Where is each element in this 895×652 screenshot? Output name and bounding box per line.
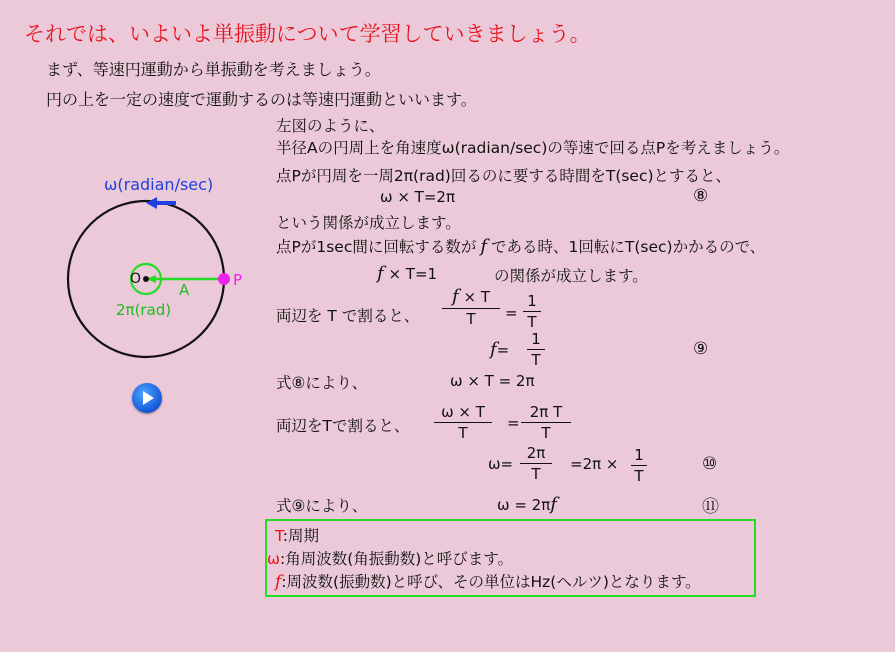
text-line: 両辺をTで割ると、 [276, 417, 410, 435]
equation-9: f= [490, 339, 510, 360]
point-label: P [233, 271, 243, 289]
equation-number: ⑨ [693, 339, 709, 359]
text-line: という関係が成立します。 [276, 214, 461, 232]
equation-11: ω = 2πf [497, 494, 557, 515]
legend-angular-frequency: ω:角周波数(角振動数)と呼びます。 [267, 550, 514, 568]
fraction: $\frac{\text{2π T}}{T}$ [521, 403, 571, 442]
text-line: 左図のように、 [276, 117, 385, 135]
text-line: 式⑧により、 [276, 374, 368, 392]
equation-10: ω= [488, 455, 514, 473]
equation-10-mid: =2π × [570, 455, 619, 473]
angle-label: 2π(rad) [116, 301, 172, 319]
page-title: それでは、いよいよ単振動について学習していきましょう。 [24, 22, 591, 46]
point-p [218, 273, 230, 285]
equation-number: ⑩ [702, 454, 718, 474]
legend-period: T:周期 [275, 527, 319, 545]
omega-label: ω(radian/sec) [104, 175, 214, 194]
text-line: 半径Aの円周上を角速度ω(radian/sec)の等速で回る点Pを考えましょう。 [276, 139, 790, 157]
equation-8: ω × T=2π [380, 188, 455, 206]
intro-line-1: まず、等速円運動から単振動を考えましょう。 [46, 60, 381, 79]
equation: ω × T = 2π [450, 372, 535, 390]
text-line: 式⑨により、 [276, 497, 368, 515]
text-line: の関係が成立します。 [494, 267, 648, 285]
play-button[interactable] [132, 383, 162, 413]
center-dot [143, 276, 149, 282]
fraction: $\frac{\omega \times T}{T}$ [434, 403, 492, 442]
legend-frequency: f:周波数(振動数)と呼び、その単位はHz(ヘルツ)となります。 [275, 572, 701, 592]
fraction: $\frac{2\pi}{T}$ [520, 444, 552, 483]
text-line: 点Pが円周を一周2π(rad)回るのに要する時間をT(sec)とすると、 [276, 167, 732, 185]
symbol-legend [265, 519, 756, 597]
fraction: $\frac{1}{T}$ [523, 292, 541, 331]
arrow-head-icon [146, 197, 157, 209]
equation-f: f × T=1 [377, 263, 438, 284]
text-line: 両辺を T で割ると、 [276, 307, 420, 325]
equation-number: ⑪ [702, 497, 719, 517]
text-line: 点Pが1sec間に回転する数が f である時、1回転にT(sec)かかるので、 [276, 236, 766, 257]
radius-label: A [179, 281, 190, 299]
equation-number: ⑧ [693, 186, 709, 206]
equals-sign: = [505, 304, 518, 322]
equals-sign: = [507, 414, 520, 432]
fraction: $\frac{f \times T}{T}$ [442, 286, 500, 328]
fraction: $\frac{1}{T}$ [527, 330, 545, 369]
fraction: $\frac{1}{T}$ [631, 446, 647, 485]
intro-line-2: 円の上を一定の速度で運動するのは等速円運動といいます。 [46, 90, 477, 109]
center-label: O [130, 271, 142, 287]
